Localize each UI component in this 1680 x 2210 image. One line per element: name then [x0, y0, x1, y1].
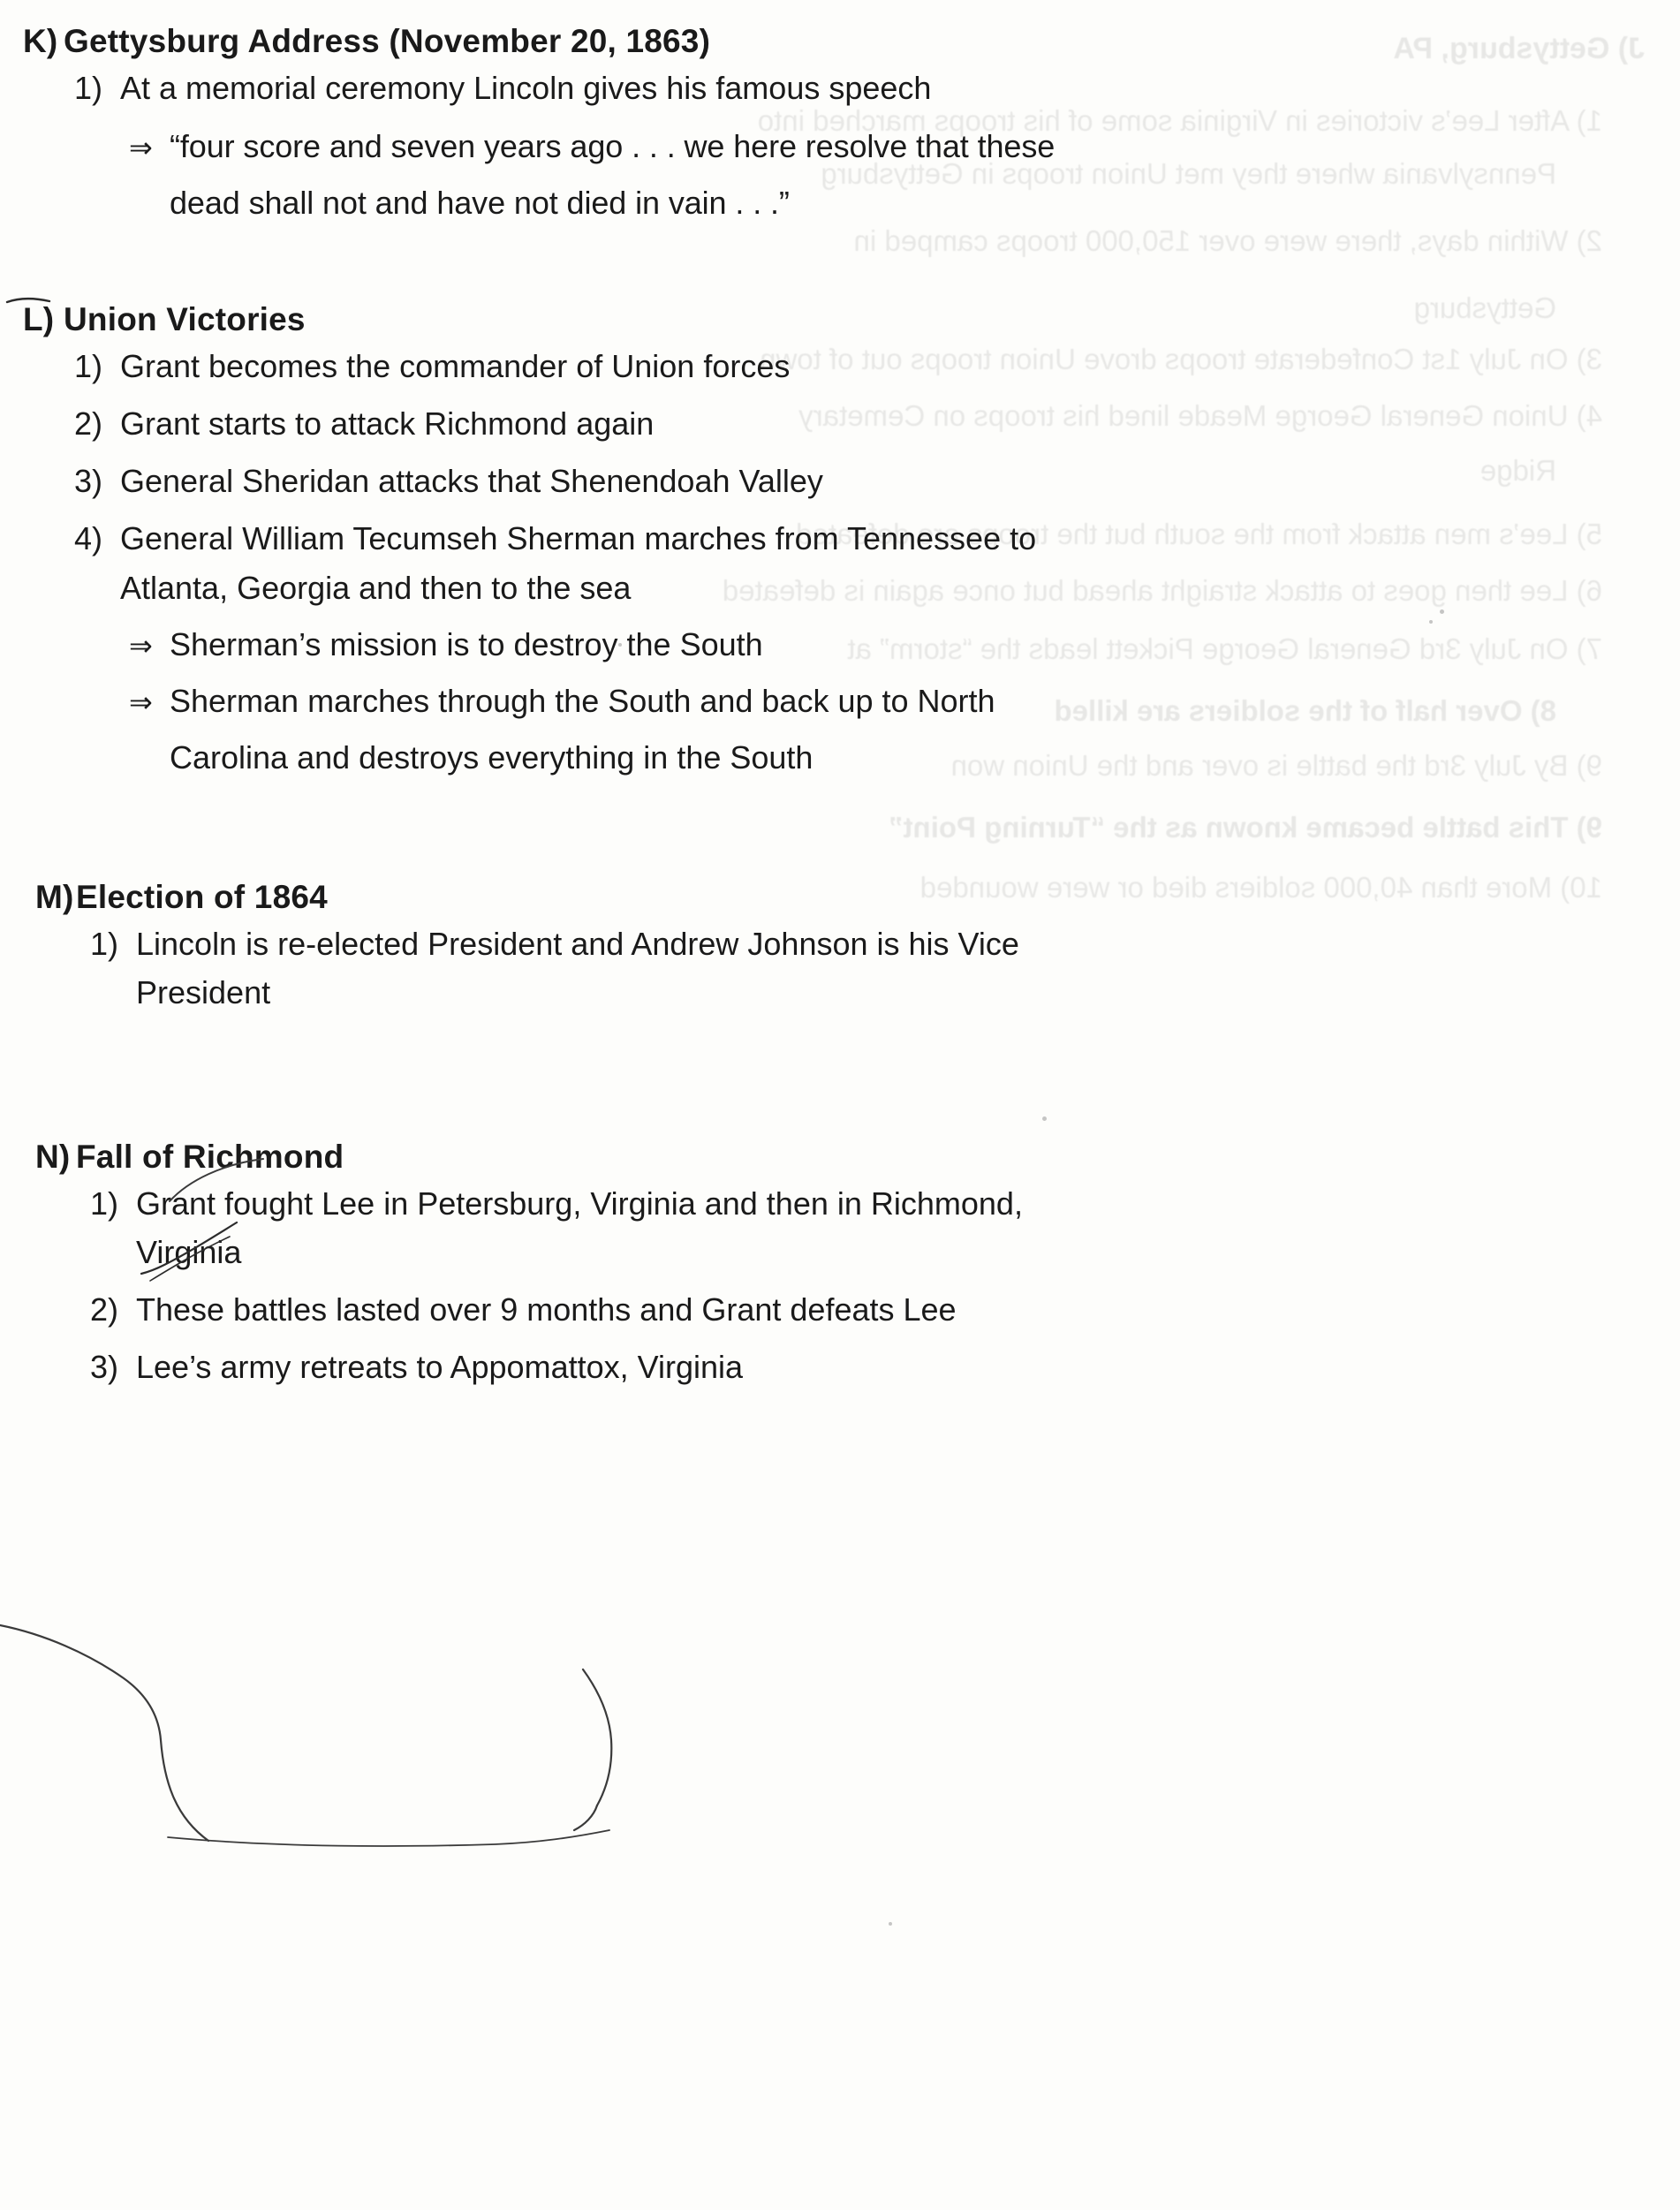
show-through-line: Pennsylvania where they met Union troops in Gettysburg	[821, 157, 1556, 190]
list-item-text: General William Tecumseh Sherman marches from Tennessee to	[120, 520, 1037, 557]
arrow-icon: ⇒	[129, 629, 153, 662]
list-item-text: These battles lasted over 9 months and Grant defeats Lee	[136, 1291, 957, 1328]
list-item-number: 4)	[74, 520, 103, 557]
show-through-line: 2) Within days, there were over 150,000 troops camped in	[853, 224, 1602, 257]
list-item-text: At a memorial ceremony Lincoln gives his famous speech	[120, 70, 932, 106]
list-item	[23, 65, 1645, 110]
list-item-number: 1)	[90, 925, 119, 962]
sub-item-text: Sherman’s mission is to destroy the South	[170, 625, 763, 662]
list-item-text: Virginia	[136, 1233, 242, 1270]
show-through-line: 4) Union General George Meade lined his troops on Cemetary	[798, 399, 1602, 432]
show-through-line: 8) Over half of the soldiers are killed	[1054, 694, 1556, 727]
show-through-line: 9) This battle became known as the “Turning Point”	[889, 811, 1602, 844]
sub-item-text: Sherman marches through the South and back up to North	[170, 682, 995, 719]
section-label: N)	[35, 1138, 71, 1175]
show-through-line: 5) Lee’s men attack from the south but the troops are defeated	[796, 518, 1602, 550]
show-through-line: 6) Lee then goes to attack straight ahead but once again is defeated	[722, 574, 1602, 607]
section-label: K)	[23, 23, 58, 59]
sub-item	[23, 123, 1645, 170]
list-item-number: 3)	[90, 1349, 119, 1386]
list-item-number: 1)	[90, 1184, 119, 1222]
sub-item-text: dead shall not and have not died in vain . . .”	[170, 185, 790, 222]
sub-item	[23, 621, 1645, 669]
list-item-number: 1)	[74, 348, 103, 385]
list-item-continuation	[23, 970, 1645, 1015]
list-item-number: 1)	[74, 70, 103, 106]
section-heading-k	[23, 23, 1645, 60]
show-through-line: 7) On July 3rd General George Pickett leads the “storm” at	[847, 632, 1602, 665]
list-item-continuation	[23, 565, 1645, 610]
section-title: Union Victories	[64, 301, 306, 338]
section-label: M)	[35, 878, 74, 915]
section-spacer	[23, 856, 1645, 879]
list-item	[23, 921, 1645, 966]
list-item-number: 2)	[74, 405, 103, 443]
section-title: Gettysburg Address (November 20, 1863)	[64, 23, 711, 59]
list-item	[23, 1344, 1645, 1389]
arrow-icon: ⇒	[129, 132, 153, 164]
section-title: Fall of Richmond	[76, 1138, 344, 1175]
scan-speck	[889, 1922, 892, 1926]
show-through-line: Gettysburg	[1413, 291, 1556, 324]
section-heading-n	[23, 1139, 1645, 1176]
list-item-text: Grant fought Lee in Petersburg, Virginia and then in Richmond,	[136, 1184, 1023, 1222]
section-spacer	[23, 1093, 1645, 1139]
section-heading-l	[23, 301, 1645, 338]
list-item-text: Lee’s army retreats to Appomattox, Virginia	[136, 1349, 744, 1386]
list-item-text: Atlanta, Georgia and then to the sea	[120, 569, 632, 606]
list-item-number: 3)	[74, 463, 103, 500]
list-item-continuation	[23, 1230, 1645, 1275]
section-title: Election of 1864	[76, 878, 328, 915]
list-item	[23, 458, 1645, 503]
section-spacer	[23, 236, 1645, 301]
list-item	[23, 401, 1645, 446]
list-item	[23, 1181, 1645, 1226]
section-spacer	[23, 1027, 1645, 1093]
stray-pen-stroke	[0, 1608, 707, 1890]
list-item	[23, 1287, 1645, 1332]
sub-item-continuation	[23, 734, 1645, 782]
list-item-text: General Sheridan attacks that Shenendoah Valley	[120, 463, 823, 500]
show-through-line: J) Gettysburg, PA	[1393, 32, 1645, 65]
list-item-text: Lincoln is re-elected President and Andrew Johnson is his Vice	[136, 925, 1019, 962]
show-through-line: Ridge	[1479, 454, 1556, 487]
show-through-line: 10) More than 40,000 soldiers died or were wounded	[919, 871, 1602, 904]
list-item-text: Grant becomes the commander of Union forces	[120, 348, 791, 385]
list-item-text: President	[136, 973, 271, 1010]
show-through-line: 3) On July 1st Confederate troops drove Union troops out of town	[760, 343, 1602, 375]
show-through-line: 9) By July 3rd the battle is over and the Union won	[950, 749, 1602, 782]
arrow-icon: ⇒	[129, 685, 153, 718]
section-heading-m	[23, 879, 1645, 916]
list-item	[23, 516, 1645, 561]
list-item	[23, 344, 1645, 389]
list-item-text: Grant starts to attack Richmond again	[120, 405, 655, 443]
sub-item-text: “four score and seven years ago . . . we here resolve that these	[170, 128, 1056, 165]
section-label: L)	[23, 301, 55, 338]
list-item-number: 2)	[90, 1291, 119, 1328]
section-spacer	[23, 791, 1645, 856]
sub-item	[23, 677, 1645, 725]
sub-item-text: Carolina and destroys everything in the South	[170, 738, 814, 776]
show-through-line: 1) After Lee’s victories in Virginia some of his troops marched into	[757, 104, 1602, 137]
sub-item-continuation	[23, 179, 1645, 227]
